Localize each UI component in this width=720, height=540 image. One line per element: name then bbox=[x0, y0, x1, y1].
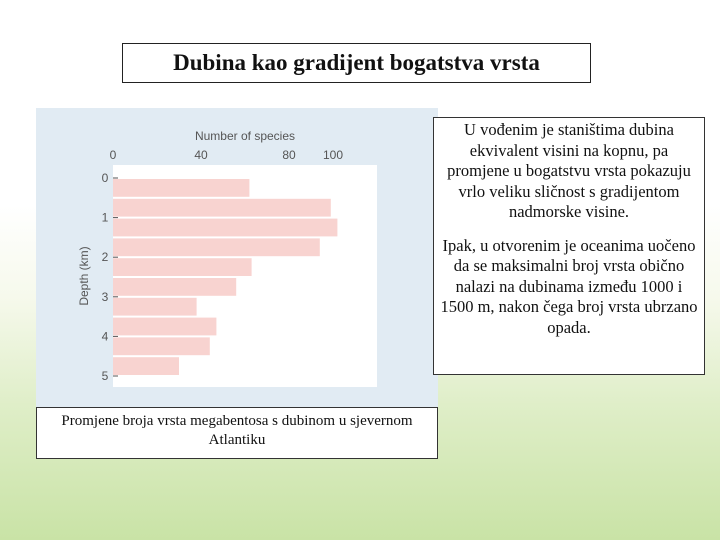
x-tick-label: 80 bbox=[282, 148, 296, 162]
bar-depth-3 bbox=[113, 238, 320, 256]
bar-depth-7 bbox=[113, 318, 216, 336]
bar-depth-0 bbox=[113, 179, 249, 197]
depth-species-chart bbox=[36, 108, 438, 410]
x-axis-ticks bbox=[110, 148, 344, 162]
description-paragraph-2: Ipak, u otvorenim je oceanima uočeno da se maksimalni broj vrsta obično nalazi na dubinama između 1000 i 1500 m, nakon čega broj vrsta ubrzano opada. bbox=[440, 235, 698, 337]
chart-caption: Promjene broja vrsta megabentosa s dubinom u sjevernom Atlantiku bbox=[36, 407, 438, 459]
bar-depth-9 bbox=[113, 357, 179, 375]
x-tick-label: 0 bbox=[109, 148, 117, 162]
y-tick-label: 2 bbox=[101, 250, 109, 265]
bar-depth-1 bbox=[113, 199, 331, 217]
x-tick-label: 100 bbox=[322, 148, 344, 162]
bar-depth-6 bbox=[113, 298, 197, 316]
y-tick-label: 0 bbox=[101, 171, 109, 185]
slide-title: Dubina kao gradijent bogatstva vrsta bbox=[122, 43, 591, 83]
y-tick-label: 1 bbox=[101, 210, 109, 225]
bar-depth-2 bbox=[113, 219, 337, 237]
description-paragraph-1: U vođenim je staništima dubina ekvivalent visini na kopnu, pa promjene u bogatstvu vrsta pokazuju vrlo veliku sličnost s gradijentom nadmorske visine. bbox=[447, 120, 691, 221]
x-axis-label: Number of species bbox=[194, 129, 296, 143]
description-box bbox=[433, 117, 705, 375]
x-tick-label: 40 bbox=[194, 148, 208, 162]
y-axis-label: Depth (km) bbox=[77, 246, 91, 306]
chart-panel bbox=[36, 108, 438, 410]
y-tick-label: 3 bbox=[101, 289, 109, 304]
y-tick-label: 4 bbox=[101, 329, 109, 344]
y-tick-label: 5 bbox=[101, 369, 109, 383]
bar-depth-4 bbox=[113, 258, 252, 276]
bar-depth-5 bbox=[113, 278, 236, 296]
bar-depth-8 bbox=[113, 337, 210, 355]
